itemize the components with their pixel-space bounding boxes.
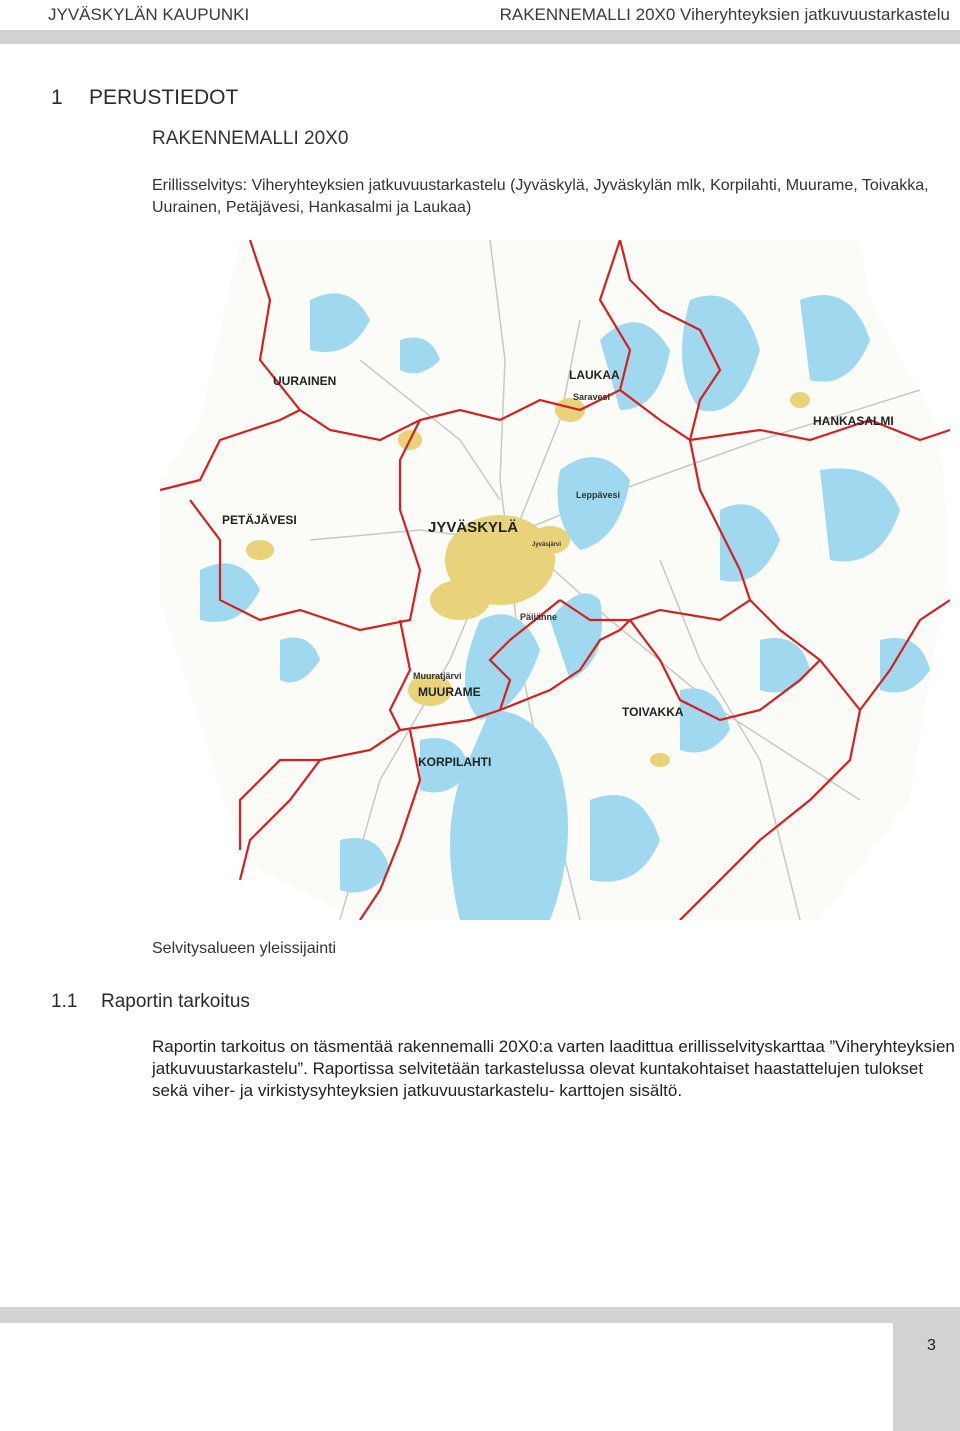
page-header [0,0,960,44]
section-heading-1-1 [51,991,250,1013]
document-description: Erillisselvitys: Viheryhteyksien jatkuvuustarkastelu (Jyväskylä, Jyväskylän mlk, Korpilahti, Muurame, Toivakka, Uurainen, Petäjävesi, Hankasalmi ja Laukaa) [152,177,929,216]
document-title: RAKENNEMALLI 20X0 [152,128,349,149]
map-label-saravesi: Saravesi [573,392,611,402]
header-document-title: RAKENNEMALLI 20X0 Viheryhteyksien jatkuvuustarkastelu [499,5,950,24]
map-caption: Selvitysalueen yleissijainti [152,940,337,957]
map-label-jyvasjarvi: Jyväsjärvi [532,542,562,548]
footer-bar [0,1307,960,1323]
location-map [160,240,950,920]
page-number: 3 [927,1337,936,1354]
map-label-muurame: MUURAME [418,685,481,699]
subsection-number: 1.1 [51,991,78,1012]
header-bar [0,30,960,44]
map-label-hankasalmi: HANKASALMI [813,414,894,428]
map-label-laukaa: LAUKAA [569,368,620,382]
map-label-paijanne: Päijänne [520,612,558,622]
section-title: PERUSTIEDOT [89,86,239,109]
map-label-uurainen: UURAINEN [273,374,337,388]
body-paragraph: Raportin tarkoitus on täsmentää rakennemalli 20X0:a varten laadittua erillisselvityskarttaa ”Viheryhteyksien jatkuvuustarkastelu”. Raportissa selvitetään tarkastelussa olevat kuntakohtaiset haastattelujen tulokset sekä viher- ja virkistysyhteyksien jatkuvuustarkastelu- karttojen sisältö. [152,1037,955,1100]
subsection-title: Raportin tarkoitus [101,991,250,1012]
map-label-toivakka: TOIVAKKA [622,705,684,719]
header-organization: JYVÄSKYLÄN KAUPUNKI [48,5,250,24]
map-label-petajavesi: PETÄJÄVESI [222,513,297,527]
map-label-korpilahti: KORPILAHTI [418,755,492,769]
map-label-jyvaskyla: JYVÄSKYLÄ [428,519,519,536]
map-label-leppavesi: Leppävesi [576,490,621,500]
section-heading-1 [51,86,238,110]
map-label-muuratjarvi: Muuratjärvi [413,671,462,681]
page-number-box [893,1323,960,1431]
section-number: 1 [51,86,63,109]
